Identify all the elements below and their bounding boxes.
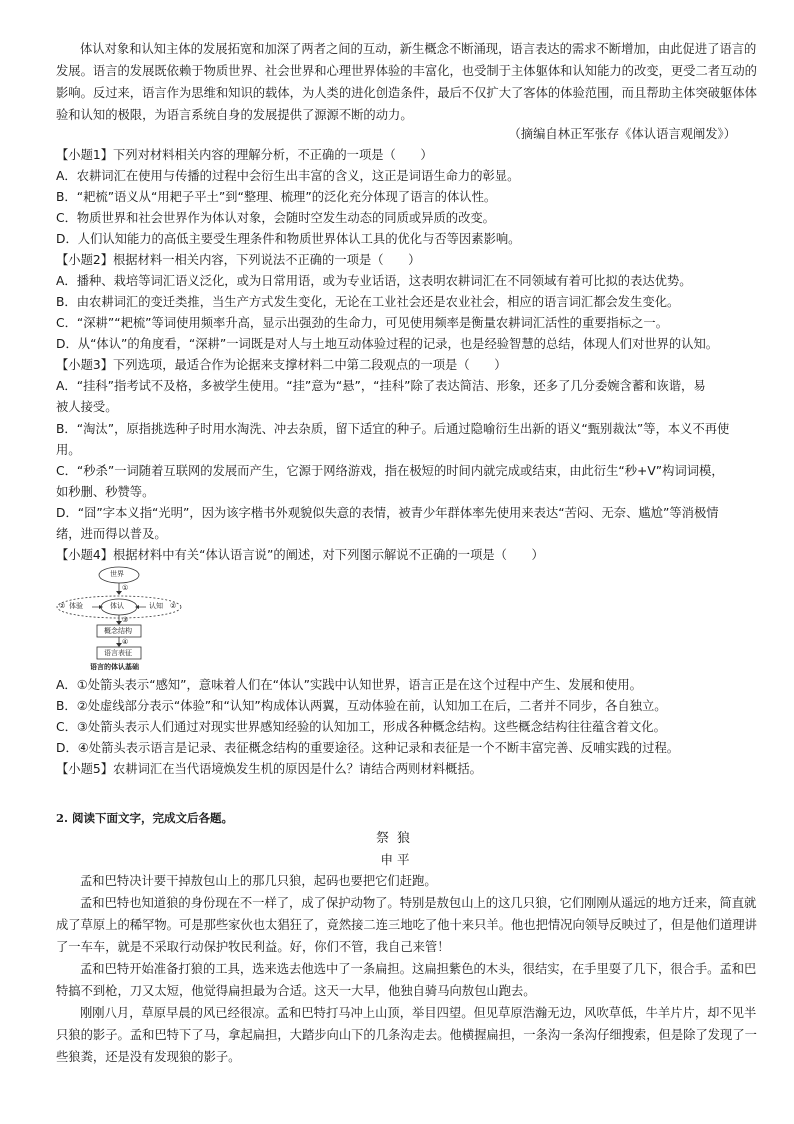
diagram-marker-2-right: ②	[170, 602, 177, 610]
passage-line: 影响。反过来，语言作为思维和知识的载体，为人类的进化创造条件，最后不仅扩大了客体的体验范围，而且帮助主体突破躯体体	[56, 86, 757, 100]
option-line: B．“耙梳”语义从“用耙子平土”到“整理、梳理”的泛化充分体现了语言的体认性。	[56, 190, 497, 204]
option-line: 用。	[56, 443, 81, 457]
story-line: 特搞不到枪，刀又太短，他觉得扁担最为合适。这天一大早，他独自骑马向敖包山跑去。	[56, 984, 536, 998]
story-line: 刚刚八月，草原早晨的风已经很凉。孟和巴特打马冲上山顶，举目四望。但见草原浩瀚无边，风吹草低，牛羊片片，却不见半	[80, 1006, 757, 1020]
option-line: D．从“体认”的角度看，“深耕”一词既是对人与土地互动体验过程的记录，也是经验智慧的总结，体现人们对世界的认知。	[56, 337, 719, 351]
diagram-node-concept: 概念结构	[104, 627, 132, 635]
question-2-stem: 【小题2】根据材料一相关内容，下列说法不正确的一项是（ ）	[56, 253, 421, 267]
option-line: D．④处箭头表示语言是记录、表征概念结构的重要途径。这种记录和表征是一个不断丰富完善、反哺实践的过程。	[56, 741, 680, 755]
story-author: 申平	[380, 852, 414, 867]
diagram-node-experience: 体验	[69, 602, 83, 610]
option-line: 绪，进而得以普及。	[56, 527, 167, 541]
diagram-node-expression: 语言表征	[104, 649, 132, 657]
option-line: C．“秒杀”一词随着互联网的发展而产生，它源于网络游戏，指在极短的时间内就完成或结束，由此衍生“秒+V”构词词模，	[56, 464, 724, 478]
option-line: A．“挂科”指考试不及格，多被学生使用。“挂”意为“悬”，“挂科”除了表达简洁、形象，还多了几分委婉含蓄和诙谐，易	[56, 379, 706, 393]
story-line: 孟和巴特决计要干掉敖包山上的那几只狼，起码也要把它们赶跑。	[80, 874, 437, 888]
option-line: D．人们认知能力的高低主要受生理条件和物质世界体认工具的优化与否等因素影响。	[56, 232, 521, 246]
passage-line: 发展。语言的发展既依赖于物质世界、社会世界和心理世界体验的丰富化，也受制于主体躯体和认知能力的改变，更受二者互动的	[56, 64, 757, 78]
story-line: 只狼的影子。孟和巴特下了马，拿起扁担，大踏步向山下的几条沟走去。他横握扁担，一条沟一条沟仔细搜索，但是除了发现了一	[56, 1028, 757, 1042]
story-line: 孟和巴特也知道狼的身份现在不一样了，成了保护动物了。特别是敖包山上的这几只狼，它们刚刚从遥远的地方迁来，简直就	[80, 896, 757, 910]
story-line: 了一车车，就是不采取行动保护牧民利益。好，你们不管，我自己来管！	[56, 940, 450, 954]
passage-line: 体认对象和认知主体的发展拓宽和加深了两者之间的互动，新生概念不断涌现，语言表达的需求不断增加，由此促进了语言的	[80, 42, 757, 56]
option-line: C．③处箭头表示人们通过对现实世界感知经验的认知加工，形成各种概念结构。这些概念结构往往蕴含着文化。	[56, 720, 666, 734]
story-line: 成了草原上的稀罕物。可是那些家伙也太猖狂了，竟然接二连三地吃了他十来只羊。他也把情况向领导反映过了，但是他们道理讲	[56, 918, 757, 932]
option-line: A．农耕词汇在使用与传播的过程中会衍生出丰富的含义，这正是词语生命力的彰显。	[56, 169, 520, 183]
section-2-heading: 2. 阅读下面文字，完成文后各题。	[56, 811, 234, 825]
option-line: C．物质世界和社会世界作为体认对象，会随时空发生动态的同质或异质的改变。	[56, 211, 495, 225]
question-4-stem: 【小题4】根据材料中有关“体认语言说”的阐述，对下列图示解说不正确的一项是（ ）	[56, 548, 544, 562]
question-5-stem: 【小题5】农耕词汇在当代语境焕发生机的原因是什么？请结合两则材料概括。	[56, 762, 482, 776]
story-line: 孟和巴特开始准备打狼的工具，选来选去他选中了一条扁担。这扁担紫色的木头，很结实，在手里耍了几下，很合手。孟和巴	[80, 962, 757, 976]
diagram-caption: 语言的体认基础	[90, 663, 139, 671]
option-line: 如秒删、秒赞等。	[56, 485, 155, 499]
option-line: B．“淘汰”，原指挑选种子时用水淘洗、冲去杂质，留下适宜的种子。后通过隐喻衍生出新的语义“甄别裁汰”等，本义不再使	[56, 422, 730, 436]
option-line: B．由农耕词汇的变迁类推，当生产方式发生变化，无论在工业社会还是农业社会，相应的语言词汇都会发生变化。	[56, 295, 680, 309]
diagram-node-cognition: 认知	[149, 602, 163, 610]
diagram-marker-2-left: ②	[59, 602, 66, 610]
diagram-marker-3: ③	[122, 616, 129, 624]
source-citation: （摘编自林正军张存《体认语言观阐发》）	[508, 127, 736, 141]
question-1-stem: 【小题1】下列对材料相关内容的理解分析，不正确的一项是（ ）	[56, 148, 433, 162]
diagram-marker-1: ①	[122, 584, 129, 592]
diagram-node-embodied: 体认	[110, 602, 124, 610]
story-line: 些狼粪，还是没有发现狼的影子。	[56, 1050, 241, 1064]
option-line: B．②处虚线部分表示“体验”和“认知”构成体认两翼，互动体验在前，认知加工在后，二者并不同步，各自独立。	[56, 699, 667, 713]
option-line: A．①处箭头表示“感知”，意味着人们在“体认”实践中认知世界，语言正是在这个过程中产生、发展和使用。	[56, 678, 642, 692]
diagram-marker-4: ④	[122, 638, 129, 646]
story-title: 祭狼	[375, 831, 418, 846]
option-line: A．播种、栽培等词汇语义泛化，或为日常用语，或为专业话语，这表明农耕词汇在不同领域有着可比拟的表达优势。	[56, 274, 692, 288]
diagram-node-world: 世界	[110, 570, 124, 578]
option-line: C．“深耕”“耙梳”等词使用频率升高，显示出强劲的生命力，可见使用频率是衡量农耕词汇活性的重要指标之一。	[56, 316, 669, 330]
option-line: D．“囧”字本义指“光明”，因为该字楷书外观貌似失意的表情，被青少年群体率先使用来表达“苦闷、无奈、尴尬”等消极情	[56, 506, 719, 520]
embodiment-diagram	[56, 566, 196, 672]
passage-line: 验和认知的极限，为语言系统自身的发展提供了源源不断的动力。	[56, 108, 413, 122]
option-line: 被人接受。	[56, 400, 118, 414]
question-3-stem: 【小题3】下列选项，最适合作为论据来支撑材料二中第二段观点的一项是（ ）	[56, 358, 507, 372]
